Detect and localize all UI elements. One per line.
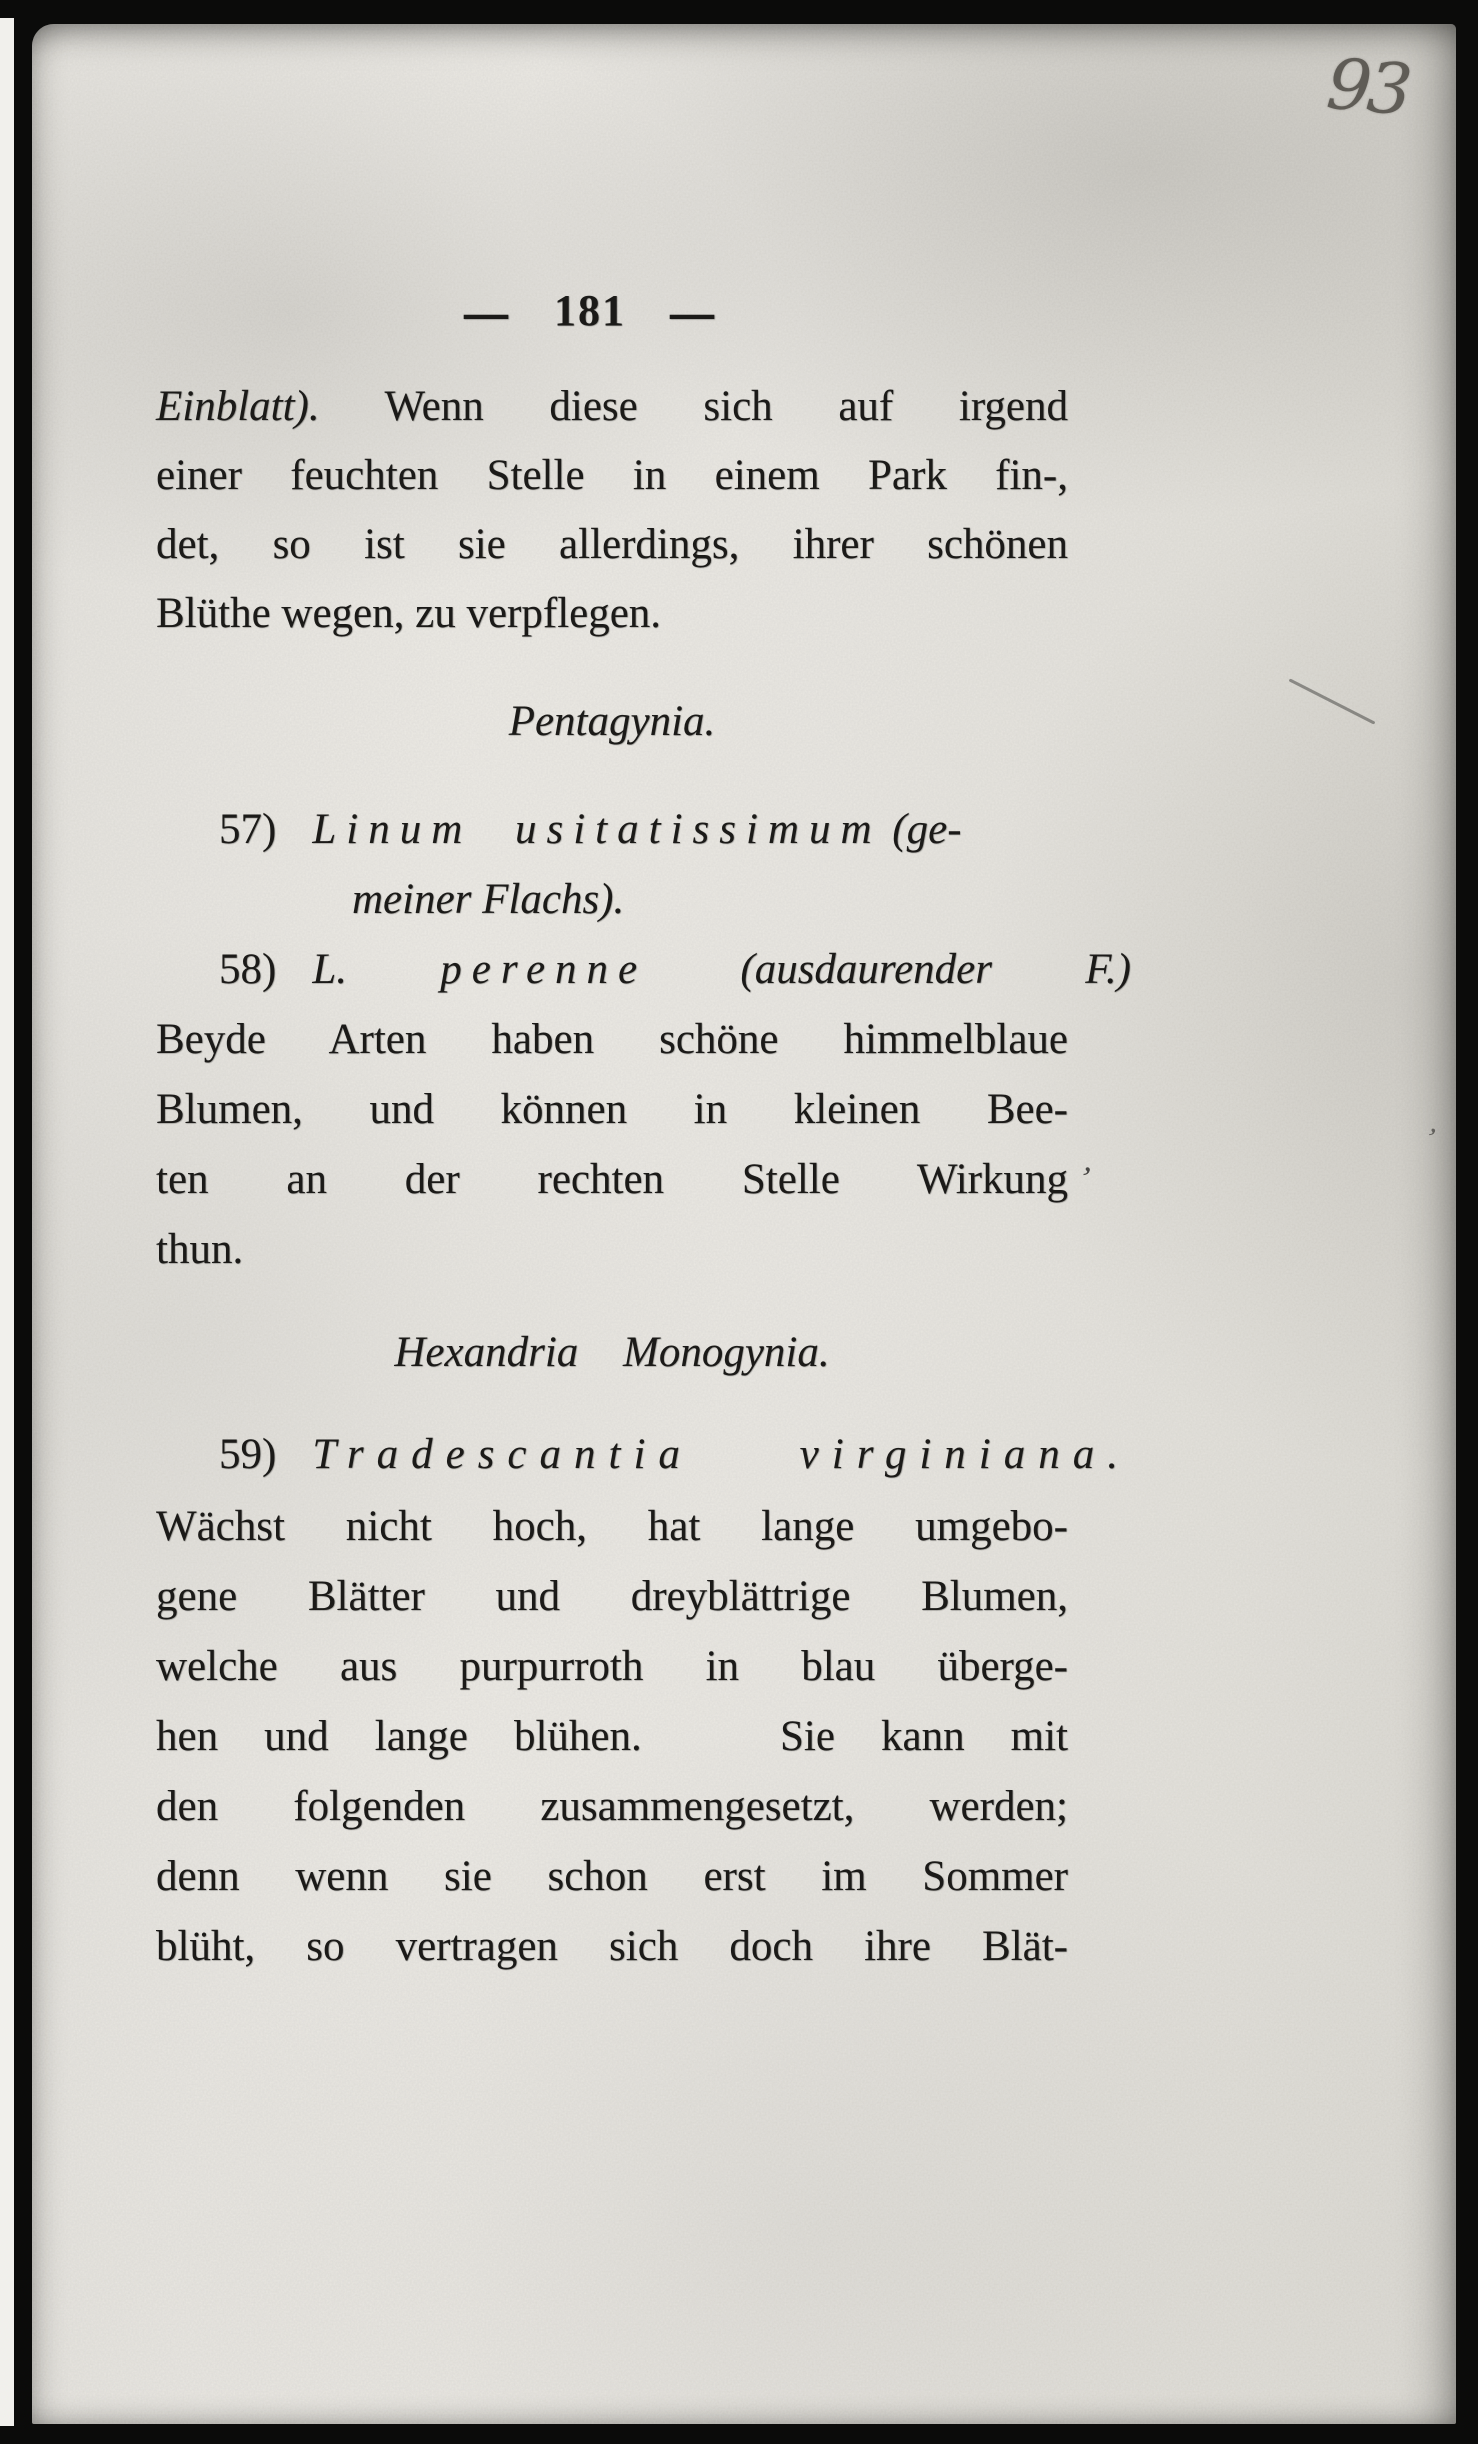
item-59 bbox=[156, 1420, 1131, 1490]
text-segment: det, so ist sie allerdings, ihrer schönen bbox=[156, 521, 1068, 568]
text-line bbox=[156, 1492, 1068, 1562]
text-line bbox=[156, 441, 1068, 510]
text-segment: einer feuchten Stelle in einem Park fin-, bbox=[156, 452, 1068, 499]
text-segment: blüht, so vertragen sich doch ihre Blät- bbox=[156, 1923, 1068, 1970]
text-segment: hen und lange blühen. Sie kann mit bbox=[156, 1713, 1068, 1760]
item-58 bbox=[156, 935, 1131, 1285]
text-line bbox=[156, 935, 1131, 1005]
text-line bbox=[156, 1075, 1068, 1145]
section-heading-hexandria: Hexandria Monogynia. bbox=[394, 1329, 830, 1376]
text-line bbox=[156, 372, 1068, 441]
text-line bbox=[156, 865, 1264, 935]
text-segment: Wächst nicht hoch, hat lange umgebo- bbox=[156, 1503, 1068, 1550]
text-segment: perenne bbox=[440, 946, 648, 993]
text-line bbox=[156, 1702, 1068, 1772]
item-number: 59) bbox=[219, 1431, 277, 1478]
scan-speck-tick: ’ bbox=[1419, 1121, 1441, 1156]
text-segment: Einblatt). bbox=[156, 383, 320, 430]
text-segment: meiner Flachs). bbox=[352, 876, 625, 923]
text-line bbox=[156, 510, 1068, 579]
paper-sheet bbox=[32, 24, 1456, 2424]
scan-speck-comma: ‚ bbox=[1079, 1141, 1100, 1180]
text-segment: Blumen, und können in kleinen Bee- bbox=[156, 1086, 1068, 1133]
item-number: 58) bbox=[219, 946, 277, 993]
text-segment: welche aus purpurroth in blau überge- bbox=[156, 1643, 1068, 1690]
text-line bbox=[156, 1842, 1068, 1912]
text-line bbox=[156, 1215, 1068, 1285]
page-header bbox=[134, 276, 1046, 345]
text-line bbox=[156, 1005, 1068, 1075]
header-left-dash: — bbox=[464, 276, 510, 345]
text-segment: thun. bbox=[156, 1226, 244, 1273]
page-number: 181 bbox=[554, 286, 626, 335]
text-segment: denn wenn sie schon erst im Sommer bbox=[156, 1853, 1068, 1900]
text-line bbox=[156, 1912, 1068, 1982]
text-segment: Tradescantia virginiana. bbox=[312, 1431, 1131, 1478]
handwritten-folio-number: 93 bbox=[1323, 42, 1412, 132]
text-line bbox=[156, 1772, 1068, 1842]
item-59-paragraph bbox=[156, 1492, 1068, 1982]
header-right-dash: — bbox=[670, 276, 716, 345]
scanner-edge-sliver bbox=[0, 18, 14, 2426]
intro-paragraph bbox=[156, 372, 1068, 648]
text-segment: L. bbox=[312, 946, 441, 993]
text-line bbox=[156, 1145, 1068, 1215]
scan-speck-diagonal-line bbox=[1289, 678, 1376, 724]
text-line bbox=[156, 1562, 1068, 1632]
text-segment: Wenn diese sich auf irgend bbox=[319, 383, 1068, 430]
text-line bbox=[156, 1420, 1131, 1490]
text-segment: (ausdaurender F.) bbox=[647, 946, 1131, 993]
item-number: 57) bbox=[219, 806, 277, 853]
text-segment: Linum usitatissimum bbox=[312, 806, 882, 853]
text-segment: Blüthe wegen, zu verpflegen. bbox=[156, 590, 662, 637]
section-heading-pentagynia: Pentagynia. bbox=[508, 698, 716, 745]
text-segment: Beyde Arten haben schöne himmelblaue bbox=[156, 1016, 1068, 1063]
text-line bbox=[156, 795, 1131, 865]
text-line bbox=[156, 579, 1068, 648]
text-segment: gene Blätter und dreyblättrige Blumen, bbox=[156, 1573, 1068, 1620]
text-line bbox=[156, 1632, 1068, 1702]
item-57 bbox=[156, 795, 1068, 935]
text-segment: ten an der rechten Stelle Wirkung bbox=[156, 1156, 1068, 1203]
text-segment: (ge- bbox=[881, 806, 962, 853]
text-segment: den folgenden zusammengesetzt, werden; bbox=[156, 1783, 1068, 1830]
